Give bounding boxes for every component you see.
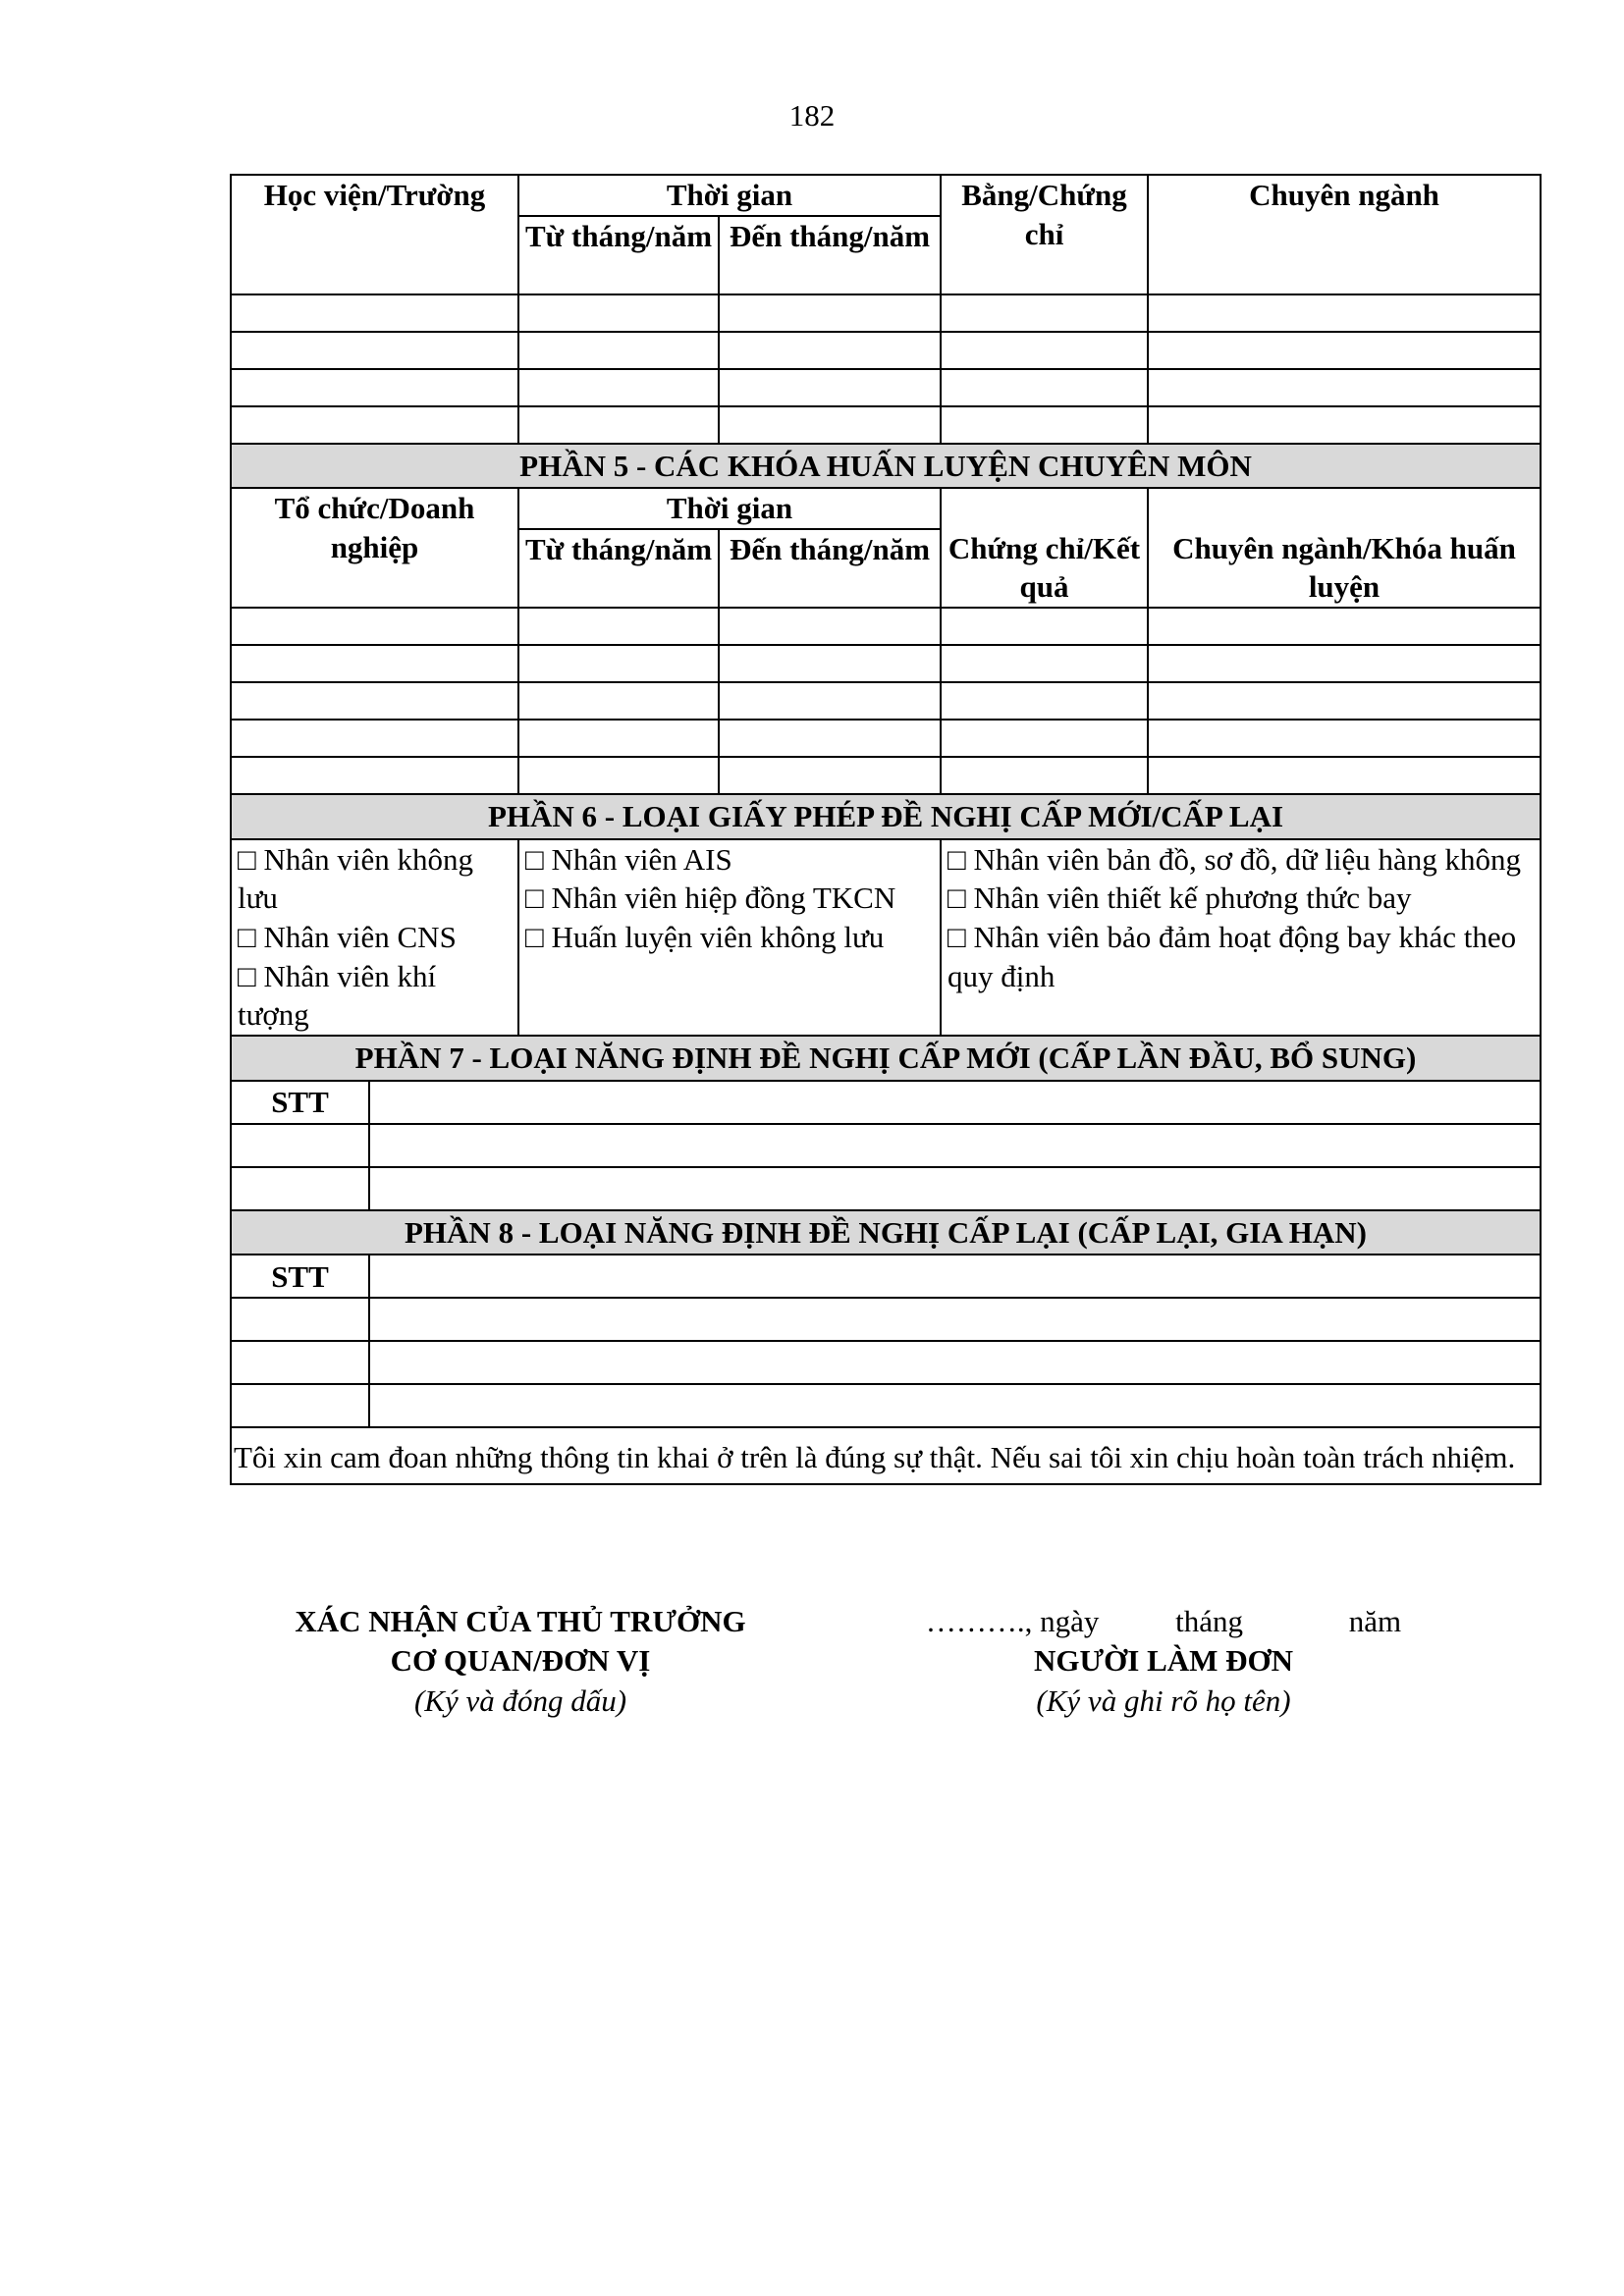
part7-title: PHẦN 7 - LOẠI NĂNG ĐỊNH ĐỀ NGHỊ CẤP MỚI (CẤP LẦN ĐẦU, BỔ SUNG) — [231, 1036, 1541, 1081]
rating-cell[interactable] — [369, 1298, 1541, 1341]
stt-cell[interactable] — [231, 1124, 369, 1167]
license-option-procedure-design[interactable]: □ Nhân viên thiết kế phương thức bay — [947, 881, 1412, 916]
rating-cell[interactable] — [369, 1341, 1541, 1384]
col-from-header: Từ tháng/năm — [518, 529, 719, 608]
education-row — [231, 369, 1541, 406]
col-training-major-header: Chuyên ngành/Khóa huấn luyện — [1148, 488, 1541, 608]
stt-header: STT — [231, 1255, 369, 1298]
cert-cell[interactable] — [941, 757, 1148, 794]
applicant-title: NGƯỜI LÀM ĐƠN — [1033, 1643, 1294, 1679]
license-option-charts[interactable]: □ Nhân viên bản đồ, sơ đồ, dữ liệu hàng không — [947, 841, 1522, 877]
license-option-sar[interactable]: □ Nhân viên hiệp đồng TKCN — [525, 881, 896, 916]
major-cell[interactable] — [1148, 406, 1541, 444]
license-type-col3 — [941, 839, 1541, 1036]
rating-cell[interactable] — [369, 1167, 1541, 1210]
checkbox-icon[interactable]: □ — [525, 881, 544, 916]
col-major-header: Chuyên ngành — [1148, 175, 1541, 294]
license-option-other[interactable]: □ Nhân viên bảo đảm hoạt động bay khác theo quy định — [947, 920, 1517, 993]
checkbox-icon[interactable]: □ — [525, 841, 544, 877]
education-row — [231, 294, 1541, 332]
from-cell[interactable] — [518, 332, 719, 369]
training-row — [231, 645, 1541, 682]
from-cell[interactable] — [518, 608, 719, 645]
rating-cell[interactable] — [369, 1124, 1541, 1167]
from-cell[interactable] — [518, 757, 719, 794]
education-header-row — [231, 175, 1541, 216]
stt-cell[interactable] — [231, 1341, 369, 1384]
school-cell[interactable] — [231, 332, 518, 369]
training-major-cell[interactable] — [1148, 757, 1541, 794]
to-cell[interactable] — [719, 369, 941, 406]
org-cell[interactable] — [231, 757, 518, 794]
org-cell[interactable] — [231, 720, 518, 757]
degree-cell[interactable] — [941, 294, 1148, 332]
col-from-header: Từ tháng/năm — [518, 216, 719, 294]
date-line — [889, 1602, 1438, 1641]
from-cell[interactable] — [518, 369, 719, 406]
checkbox-icon[interactable]: □ — [947, 920, 966, 955]
stt-cell[interactable] — [231, 1167, 369, 1210]
part6-options-row — [231, 839, 1541, 1036]
left-signature-title-line1: XÁC NHẬN CỦA THỦ TRƯỞNG — [295, 1604, 746, 1638]
cert-cell[interactable] — [941, 682, 1148, 720]
date-month: tháng — [1175, 1604, 1243, 1638]
part8-row — [231, 1341, 1541, 1384]
org-cell[interactable] — [231, 608, 518, 645]
training-major-cell[interactable] — [1148, 645, 1541, 682]
part8-row — [231, 1384, 1541, 1427]
part7-row — [231, 1167, 1541, 1210]
applicant-note: (Ký và ghi rõ họ tên) — [1036, 1682, 1291, 1718]
date-year: năm — [1348, 1604, 1402, 1638]
education-row — [231, 406, 1541, 444]
left-signature-note: (Ký và đóng dấu) — [413, 1682, 627, 1718]
stt-header: STT — [231, 1081, 369, 1124]
school-cell[interactable] — [231, 406, 518, 444]
license-option-meteo[interactable]: □ Nhân viên khí tượng — [238, 958, 437, 1033]
license-option-cns[interactable]: □ Nhân viên CNS — [238, 920, 457, 955]
part5-title-row — [231, 444, 1541, 489]
part7-header-row — [231, 1081, 1541, 1124]
to-cell[interactable] — [719, 720, 941, 757]
part8-row — [231, 1298, 1541, 1341]
degree-cell[interactable] — [941, 332, 1148, 369]
from-cell[interactable] — [518, 720, 719, 757]
col-degree-header: Bằng/Chứng chỉ — [941, 175, 1148, 294]
stt-cell[interactable] — [231, 1298, 369, 1341]
part8-title-row — [231, 1210, 1541, 1255]
date-prefix: ………., ngày — [925, 1604, 1100, 1638]
col-cert-header: Chứng chỉ/Kết quả — [941, 488, 1148, 608]
part6-title-row — [231, 794, 1541, 839]
col-to-header: Đến tháng/năm — [719, 216, 941, 294]
col-time-header: Thời gian — [518, 488, 941, 529]
license-type-col1 — [231, 839, 518, 1036]
cert-cell[interactable] — [941, 645, 1148, 682]
from-cell[interactable] — [518, 682, 719, 720]
rating-header — [369, 1255, 1541, 1298]
col-org-header: Tổ chức/Doanh nghiệp — [231, 488, 518, 608]
checkbox-icon[interactable]: □ — [947, 881, 966, 916]
from-cell[interactable] — [518, 294, 719, 332]
rating-header — [369, 1081, 1541, 1124]
training-row — [231, 682, 1541, 720]
col-school-header: Học viện/Trường — [231, 175, 518, 294]
checkbox-icon[interactable]: □ — [238, 841, 256, 877]
license-type-col2 — [518, 839, 941, 1036]
col-time-header: Thời gian — [518, 175, 941, 216]
training-row — [231, 608, 1541, 645]
checkbox-icon[interactable]: □ — [238, 958, 256, 993]
to-cell[interactable] — [719, 332, 941, 369]
checkbox-icon[interactable]: □ — [238, 920, 256, 955]
cert-cell[interactable] — [941, 720, 1148, 757]
signature-left-block — [245, 1602, 795, 1721]
org-cell[interactable] — [231, 682, 518, 720]
part8-title: PHẦN 8 - LOẠI NĂNG ĐỊNH ĐỀ NGHỊ CẤP LẠI (CẤP LẠI, GIA HẠN) — [231, 1210, 1541, 1255]
rating-cell[interactable] — [369, 1384, 1541, 1427]
part5-title: PHẦN 5 - CÁC KHÓA HUẤN LUYỆN CHUYÊN MÔN — [231, 444, 1541, 489]
license-option-atc[interactable]: □ Nhân viên không lưu — [238, 841, 474, 916]
declaration-text: Tôi xin cam đoan những thông tin khai ở trên là đúng sự thật. Nếu sai tôi xin chịu hoàn toàn trách nhiệm. — [231, 1427, 1541, 1484]
license-option-atc-instructor[interactable]: □ Huấn luyện viên không lưu — [525, 920, 885, 955]
training-major-cell[interactable] — [1148, 682, 1541, 720]
left-signature-title-line2: CƠ QUAN/ĐƠN VỊ — [390, 1643, 651, 1679]
application-form-table — [230, 174, 1542, 1485]
signature-right-block — [889, 1602, 1438, 1721]
checkbox-icon[interactable]: □ — [525, 920, 544, 955]
from-cell[interactable] — [518, 645, 719, 682]
training-row — [231, 757, 1541, 794]
degree-cell[interactable] — [941, 369, 1148, 406]
major-cell[interactable] — [1148, 294, 1541, 332]
license-option-ais[interactable]: □ Nhân viên AIS — [525, 841, 732, 877]
school-cell[interactable] — [231, 369, 518, 406]
major-cell[interactable] — [1148, 369, 1541, 406]
col-to-header: Đến tháng/năm — [719, 529, 941, 608]
degree-cell[interactable] — [941, 406, 1148, 444]
checkbox-icon[interactable]: □ — [947, 841, 966, 877]
school-cell[interactable] — [231, 294, 518, 332]
major-cell[interactable] — [1148, 332, 1541, 369]
to-cell[interactable] — [719, 682, 941, 720]
part5-header-row — [231, 488, 1541, 529]
part7-title-row — [231, 1036, 1541, 1081]
stt-cell[interactable] — [231, 1384, 369, 1427]
page-number: 182 — [788, 98, 836, 133]
from-cell[interactable] — [518, 406, 719, 444]
part6-title: PHẦN 6 - LOẠI GIẤY PHÉP ĐỀ NGHỊ CẤP MỚI/CẤP LẠI — [231, 794, 1541, 839]
education-row — [231, 332, 1541, 369]
to-cell[interactable] — [719, 608, 941, 645]
part8-header-row — [231, 1255, 1541, 1298]
training-major-cell[interactable] — [1148, 608, 1541, 645]
training-major-cell[interactable] — [1148, 720, 1541, 757]
declaration-row — [231, 1427, 1541, 1484]
to-cell[interactable] — [719, 645, 941, 682]
to-cell[interactable] — [719, 757, 941, 794]
org-cell[interactable] — [231, 645, 518, 682]
training-row — [231, 720, 1541, 757]
to-cell[interactable] — [719, 294, 941, 332]
part7-row — [231, 1124, 1541, 1167]
cert-cell[interactable] — [941, 608, 1148, 645]
to-cell[interactable] — [719, 406, 941, 444]
